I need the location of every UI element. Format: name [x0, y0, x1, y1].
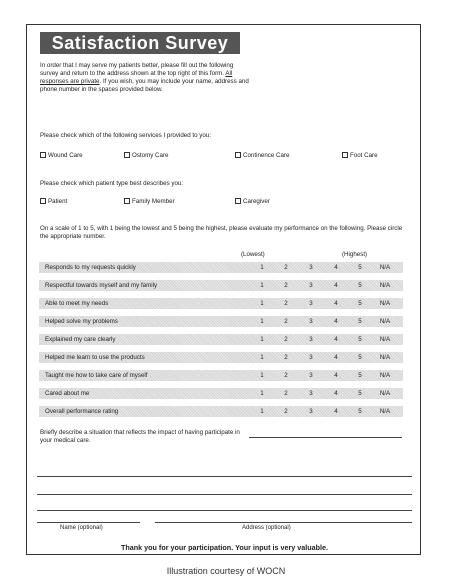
rating-option[interactable]: N/A [379, 300, 391, 307]
rating-option[interactable]: 4 [334, 372, 338, 379]
rating-option[interactable]: 2 [284, 336, 288, 343]
rating-option[interactable]: 4 [334, 354, 338, 361]
address-field[interactable] [155, 522, 412, 523]
rating-option[interactable]: 3 [309, 282, 313, 289]
checkbox-icon[interactable] [235, 198, 241, 204]
answer-line[interactable] [37, 494, 412, 495]
rating-option[interactable]: N/A [379, 336, 391, 343]
rating-option[interactable]: 2 [284, 354, 288, 361]
checkbox-icon[interactable] [124, 198, 130, 204]
rating-item-label: Taught me how to take care of myself [45, 372, 148, 379]
respondent-option-patient[interactable] [40, 198, 67, 206]
rating-item-label: Overall performance rating [45, 408, 119, 415]
intro-privacy: All responses are private [40, 70, 233, 85]
checkbox-icon[interactable] [124, 152, 130, 158]
rating-row [39, 388, 403, 399]
checkbox-icon[interactable] [235, 152, 241, 158]
service-option-continence-care[interactable] [235, 152, 289, 160]
option-label: Patient [48, 198, 68, 205]
rating-option[interactable]: N/A [379, 264, 391, 271]
rating-row [39, 352, 403, 363]
rating-option[interactable]: 3 [309, 264, 313, 271]
option-label: Wound Care [48, 152, 83, 159]
rating-option[interactable]: 1 [260, 390, 264, 397]
highest-label: (Highest) [342, 251, 368, 258]
rating-option[interactable]: 2 [284, 408, 288, 415]
rating-option[interactable]: 5 [358, 336, 362, 343]
rating-option[interactable]: 5 [358, 264, 362, 271]
service-option-wound-care[interactable] [40, 152, 83, 160]
rating-option[interactable]: 5 [358, 282, 362, 289]
survey-title: Satisfaction Survey [40, 32, 240, 54]
rating-option[interactable]: 5 [358, 318, 362, 325]
rating-item-label: Helped me learn to use the products [45, 354, 145, 361]
respondent-question: Please check which patient type best describes you: [40, 180, 184, 187]
respondent-option-family-member[interactable] [124, 198, 175, 206]
rating-item-label: Cared about me [45, 390, 90, 397]
rating-option[interactable]: 2 [284, 282, 288, 289]
name-field[interactable] [37, 522, 140, 523]
address-label: Address (optional) [242, 525, 291, 531]
rating-option[interactable]: 4 [334, 264, 338, 271]
rating-item-label: Able to meet my needs [45, 300, 109, 307]
rating-option[interactable]: 3 [309, 318, 313, 325]
services-question: Please check which of the following services I provided to you: [40, 132, 211, 139]
option-label: Caregiver [243, 198, 270, 205]
rating-option[interactable]: 3 [309, 372, 313, 379]
rating-option[interactable]: 4 [334, 408, 338, 415]
checkbox-icon[interactable] [342, 152, 348, 158]
rating-item-label: Helped solve my problems [45, 318, 118, 325]
rating-option[interactable]: 5 [358, 372, 362, 379]
rating-option[interactable]: 3 [309, 390, 313, 397]
rating-row [39, 316, 403, 327]
rating-option[interactable]: 4 [334, 300, 338, 307]
option-label: Ostomy Care [132, 152, 169, 159]
rating-option[interactable]: N/A [379, 318, 391, 325]
answer-line[interactable] [37, 476, 412, 477]
rating-row [39, 280, 403, 291]
rating-option[interactable]: 4 [334, 336, 338, 343]
rating-row [39, 370, 403, 381]
intro-text [40, 62, 250, 94]
rating-option[interactable]: 3 [309, 336, 313, 343]
rating-item-label: Explained my care clearly [45, 336, 116, 343]
rating-option[interactable]: 2 [284, 300, 288, 307]
rating-option[interactable]: 1 [260, 318, 264, 325]
service-option-ostomy-care[interactable] [124, 152, 168, 160]
rating-option[interactable]: N/A [379, 354, 391, 361]
rating-option[interactable]: 5 [358, 408, 362, 415]
intro-part-1: In order that I may serve my patients better, please fill out the following survey and return to the address shown at the top right of this form. [40, 62, 234, 77]
rating-item-label: Responds to my requests quickly [45, 264, 136, 271]
situation-answer-line[interactable] [249, 437, 402, 438]
rating-row [39, 298, 403, 309]
rating-option[interactable]: N/A [379, 390, 391, 397]
rating-row [39, 334, 403, 345]
rating-option[interactable]: 3 [309, 354, 313, 361]
rating-item-label: Respectful towards myself and my family [45, 282, 158, 289]
rating-option[interactable]: 2 [284, 264, 288, 271]
rating-option[interactable]: 1 [260, 282, 264, 289]
rating-option[interactable]: 5 [358, 300, 362, 307]
option-label: Foot Care [350, 152, 378, 159]
thank-you-note: Thank you for your participation. Your input is very valuable. [120, 543, 328, 552]
rating-option[interactable]: N/A [379, 372, 391, 379]
checkbox-icon[interactable] [40, 152, 46, 158]
intro-part-2: . If you wish, you may include your name, address and phone number in the spaces provided below. [40, 78, 249, 93]
rating-option[interactable]: 4 [334, 390, 338, 397]
rating-option[interactable]: 4 [334, 282, 338, 289]
rating-option[interactable]: 1 [260, 336, 264, 343]
rating-option[interactable]: 4 [334, 318, 338, 325]
rating-option[interactable]: 2 [284, 390, 288, 397]
checkbox-icon[interactable] [40, 198, 46, 204]
rating-option[interactable]: 3 [309, 300, 313, 307]
rating-option[interactable]: N/A [379, 282, 391, 289]
rating-option[interactable]: 2 [284, 318, 288, 325]
rating-option[interactable]: N/A [379, 408, 391, 415]
rating-option[interactable]: 1 [260, 372, 264, 379]
rating-option[interactable]: 1 [260, 354, 264, 361]
lowest-label: (Lowest) [241, 251, 265, 258]
situation-prompt: Briefly describe a situation that reflects the impact of having participate in your medical care. [40, 429, 240, 444]
rating-option[interactable]: 1 [260, 300, 264, 307]
option-label: Continence Care [243, 152, 290, 159]
rating-option[interactable]: 1 [260, 264, 264, 271]
respondent-option-caregiver[interactable] [235, 198, 270, 206]
rating-option[interactable]: 5 [358, 390, 362, 397]
rating-option[interactable]: 3 [309, 408, 313, 415]
name-label: Name (optional) [60, 525, 103, 531]
rating-option[interactable]: 2 [284, 372, 288, 379]
rating-instructions: On a scale of 1 to 5, with 1 being the lowest and 5 being the highest, please evaluate my performance on the following. Please circle the appropriate number. [40, 225, 403, 240]
rating-row [39, 262, 403, 273]
survey-form [26, 24, 421, 555]
service-option-foot-care[interactable] [342, 152, 378, 160]
rating-option[interactable]: 1 [260, 408, 264, 415]
rating-row [39, 406, 403, 417]
rating-option[interactable]: 5 [358, 354, 362, 361]
option-label: Family Member [132, 198, 175, 205]
answer-line[interactable] [37, 510, 412, 511]
image-caption: Illustration courtesy of WOCN [166, 566, 286, 576]
